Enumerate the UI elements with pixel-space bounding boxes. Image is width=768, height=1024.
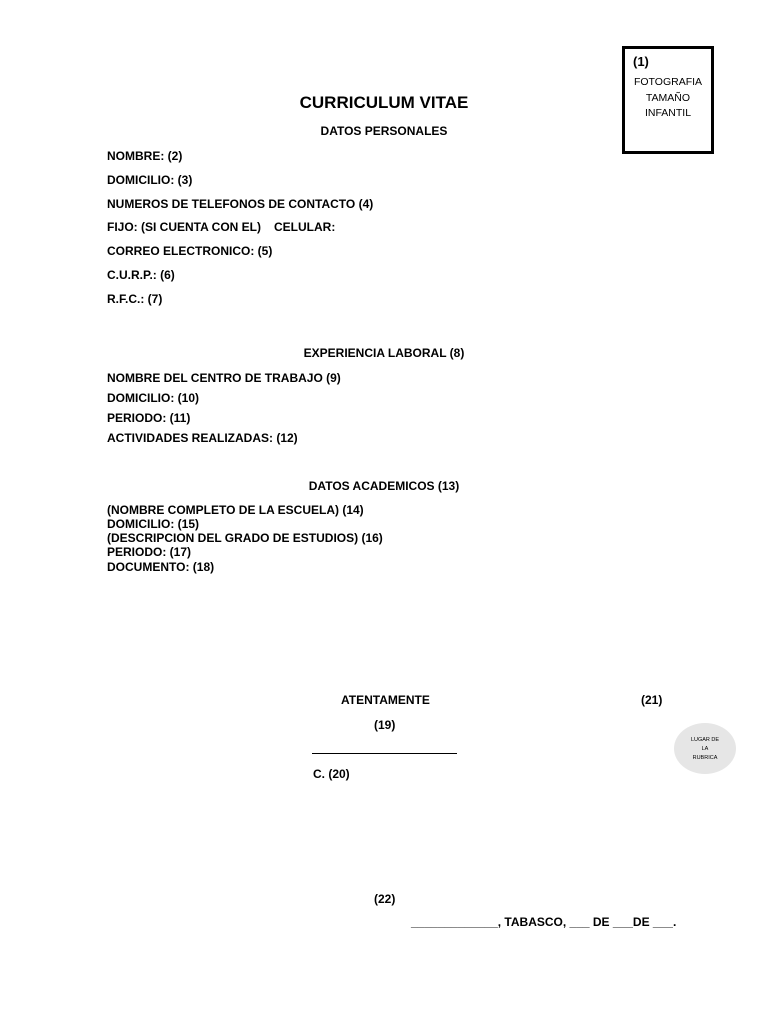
- field-curp: C.U.R.P.: (6): [107, 268, 175, 282]
- seal-caption-line: RUBRICA: [692, 755, 718, 761]
- field-school: (NOMBRE COMPLETO DE LA ESCUELA) (14): [107, 503, 364, 517]
- personal-data-heading: DATOS PERSONALES: [320, 124, 448, 138]
- field-school-address: DOMICILIO: (15): [107, 517, 199, 531]
- field-email: CORREO ELECTRONICO: (5): [107, 244, 273, 258]
- field-mobile: CELULAR:: [274, 220, 336, 234]
- photo-number: (1): [633, 54, 649, 69]
- field-academic-period: PERIODO: (17): [107, 545, 192, 559]
- field-activities: ACTIVIDADES REALIZADAS: (12): [107, 431, 298, 445]
- document-title: CURRICULUM VITAE: [299, 93, 469, 112]
- photo-caption-line: TAMAÑO: [645, 91, 691, 104]
- academic-heading: DATOS ACADEMICOS (13): [308, 479, 460, 493]
- marker-21: (21): [641, 693, 663, 707]
- photo-caption-line: FOTOGRAFIA: [633, 76, 703, 88]
- field-phones: NUMEROS DE TELEFONOS DE CONTACTO (4): [107, 197, 374, 211]
- signer-name: C. (20): [313, 767, 350, 781]
- field-work-period: PERIODO: (11): [107, 411, 191, 425]
- signature-seal-placeholder: [674, 723, 736, 774]
- field-document: DOCUMENTO: (18): [107, 560, 215, 574]
- field-work-address: DOMICILIO: (10): [107, 391, 199, 405]
- field-rfc: R.F.C.: (7): [107, 292, 163, 306]
- signature-line: [312, 753, 457, 754]
- marker-19: (19): [374, 718, 396, 732]
- photo-caption-line: INFANTIL: [644, 107, 692, 119]
- field-name: NOMBRE: (2): [107, 149, 183, 163]
- field-address: DOMICILIO: (3): [107, 173, 193, 187]
- seal-caption-line: LUGAR DE: [690, 737, 720, 743]
- place-date-line: _____________, TABASCO, ___ DE ___DE ___.: [411, 915, 677, 929]
- seal-caption-line: LA: [701, 746, 709, 752]
- field-workplace: NOMBRE DEL CENTRO DE TRABAJO (9): [107, 371, 341, 385]
- closing-text: ATENTAMENTE: [341, 693, 430, 707]
- seal-caption: [674, 736, 736, 763]
- marker-22: (22): [374, 892, 396, 906]
- field-degree: (DESCRIPCION DEL GRADO DE ESTUDIOS) (16): [107, 531, 383, 545]
- work-experience-heading: EXPERIENCIA LABORAL (8): [303, 346, 465, 360]
- field-landline: FIJO: (SI CUENTA CON EL): [107, 220, 261, 234]
